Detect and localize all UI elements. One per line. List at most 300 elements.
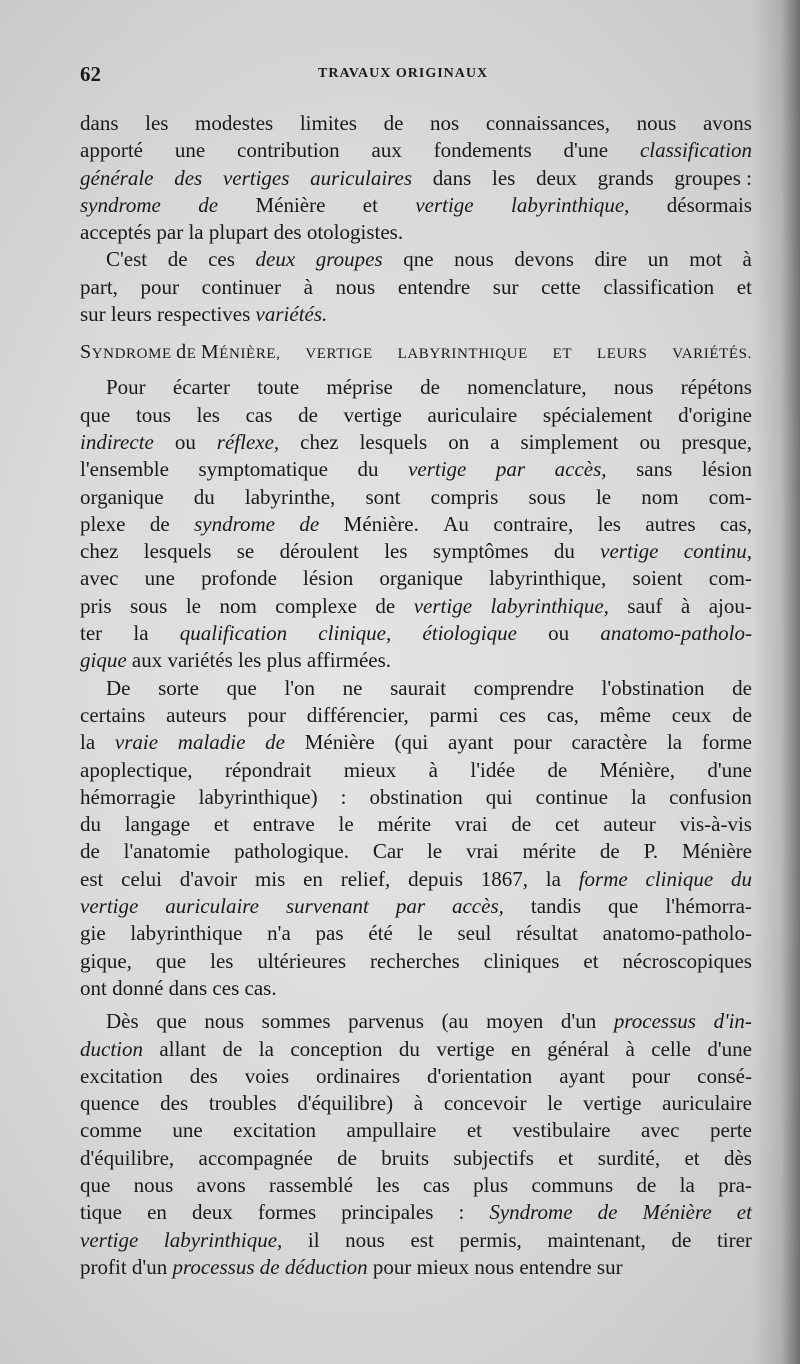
word: nos [430, 111, 460, 135]
word: le [185, 593, 201, 618]
word: de [599, 839, 620, 864]
word: nous [345, 1227, 385, 1252]
word: vertige [436, 1036, 495, 1061]
word: et [558, 1145, 574, 1170]
word: nous [474, 1254, 520, 1279]
word: en [303, 866, 323, 891]
word: P. [643, 839, 659, 864]
word: une [172, 1118, 203, 1143]
word: d'une [707, 757, 752, 782]
word: labyrinthique, [163, 1227, 283, 1252]
word: C'est [106, 247, 148, 272]
heading-word: LEURS [596, 346, 648, 363]
word: est [410, 1227, 434, 1252]
page-edge-shadow [752, 0, 800, 1364]
word: la [666, 730, 683, 755]
word: ou [174, 429, 196, 454]
word: d'orientation [427, 1063, 533, 1088]
word: labyrinthique [130, 921, 243, 946]
text-line [80, 274, 752, 301]
word: nous [335, 274, 376, 299]
word: auteurs [166, 702, 227, 727]
word: auriculaire [165, 894, 260, 919]
word: à [428, 757, 438, 782]
text-line [80, 975, 752, 1002]
word: pas [315, 921, 344, 946]
word: sous [528, 484, 566, 509]
word: d'in- [713, 1009, 752, 1034]
word: groupes [315, 247, 383, 272]
word: une [144, 566, 175, 591]
word: des [160, 1091, 189, 1116]
word: soient [632, 566, 683, 591]
word: avec [640, 1118, 680, 1143]
word: réflexe, [216, 429, 280, 454]
word: organique [80, 484, 164, 509]
word: comprendre [473, 675, 574, 700]
word: troubles [208, 1091, 277, 1116]
word: pour [631, 1063, 671, 1088]
text-line [80, 429, 752, 456]
word: le [338, 812, 354, 837]
word: et [362, 192, 378, 217]
word: nous [133, 1172, 174, 1197]
word: vertige [415, 192, 474, 217]
word: nous [636, 111, 677, 135]
text-line [80, 893, 752, 920]
word: de [732, 702, 752, 727]
word: de [420, 375, 440, 400]
word: donné [112, 975, 169, 1000]
word: du [80, 812, 101, 837]
word: vertige [343, 402, 402, 427]
word: parvenus [348, 1009, 424, 1034]
word: vertige [80, 894, 139, 919]
word: nous [204, 1009, 244, 1034]
word: continue [535, 784, 608, 809]
word: gie [80, 921, 106, 946]
word: maintenant, [547, 1227, 646, 1252]
word: leurs [110, 302, 157, 327]
word: à [303, 274, 313, 299]
word: tique [80, 1200, 122, 1225]
word: 1867, [480, 866, 528, 891]
text-line [80, 702, 752, 729]
word: ont [80, 975, 113, 1000]
word: Ménière. [343, 511, 419, 536]
word: classification [639, 138, 752, 163]
word: cas, [719, 511, 752, 536]
text-line [80, 620, 752, 647]
text-line [80, 593, 752, 620]
word: ayant [448, 730, 494, 755]
word: (au [441, 1009, 469, 1034]
word: la [679, 1172, 695, 1197]
text-line [80, 402, 752, 429]
word: à [680, 593, 691, 618]
word: mot [689, 247, 722, 272]
word: qualification [179, 621, 288, 646]
word: chez [80, 539, 119, 564]
word: pour [372, 1254, 417, 1279]
word: respectives [157, 302, 256, 327]
word: mis [254, 866, 286, 891]
word: dès [723, 1145, 752, 1170]
word: formes [257, 1200, 317, 1225]
word: cette [541, 274, 581, 299]
word: l'ensemble [80, 457, 169, 482]
word: cet [555, 812, 580, 837]
word: lésion [701, 457, 752, 482]
word: sans [636, 457, 673, 482]
word: simplement [520, 429, 619, 454]
word: nom [219, 593, 257, 618]
word: accès, [554, 457, 607, 482]
word: toute [257, 375, 300, 400]
word: d'origine [678, 402, 752, 427]
word: pathologique. [234, 839, 349, 864]
word: général [547, 1036, 610, 1061]
heading-word: VERTIGE [305, 346, 373, 363]
word: : [340, 784, 347, 809]
word: on [448, 429, 470, 454]
word: ceux [671, 702, 712, 727]
word: dans [168, 975, 213, 1000]
word: sur [596, 1254, 623, 1279]
word: de [299, 511, 320, 536]
word: consé- [697, 1063, 752, 1088]
word: certains [80, 702, 146, 727]
word: Ménière [682, 839, 752, 864]
word: groupes : [674, 165, 752, 190]
word: de [222, 1036, 243, 1061]
word: voies [244, 1063, 290, 1088]
text-line [80, 784, 752, 811]
word: deux [191, 1200, 233, 1225]
word: de [167, 247, 188, 272]
word: cas [422, 1172, 450, 1197]
word: le [426, 839, 443, 864]
text-line [80, 811, 752, 838]
word: pour [140, 274, 180, 299]
word: confusion [669, 784, 752, 809]
word: contraire, [493, 511, 574, 536]
text-line [80, 192, 752, 219]
word: principales [341, 1200, 434, 1225]
word: du [730, 866, 752, 891]
body-text [80, 110, 752, 1281]
word: même [599, 702, 651, 727]
word: en [147, 1200, 167, 1225]
word: accompagnée [198, 1145, 313, 1170]
word: la [630, 784, 647, 809]
word: caractère [571, 730, 648, 755]
word: symptomatique [198, 457, 328, 482]
word: le [595, 484, 612, 509]
word: du [398, 1036, 420, 1061]
word: été [368, 921, 393, 946]
text-line [80, 647, 752, 674]
word: lesquels [359, 429, 428, 454]
word: à [625, 1036, 635, 1061]
word: avons [196, 1172, 246, 1197]
text-line [80, 456, 752, 483]
word: des [189, 1063, 218, 1088]
word: que [226, 675, 257, 700]
word: vertiges [222, 165, 290, 190]
word: affirmées. [306, 648, 392, 673]
paragraph-4 [80, 675, 752, 1003]
paragraph-1 [80, 110, 752, 246]
word: continuer [201, 274, 281, 299]
word: labyrinthique, [511, 192, 630, 217]
word: autres [645, 511, 696, 536]
word: variétés [167, 648, 239, 673]
word: mérite [377, 812, 432, 837]
section-gap [80, 328, 752, 338]
word: étiologique [422, 621, 517, 646]
word: vertige [413, 593, 473, 618]
text-line [80, 1008, 752, 1035]
text-line [80, 137, 752, 164]
word: duction [80, 1036, 143, 1061]
word: dans [80, 111, 119, 135]
word: seul [457, 921, 492, 946]
word: apporté [80, 138, 143, 163]
text-line [80, 866, 752, 893]
word: connaissances, [485, 111, 611, 135]
word: forme [701, 730, 752, 755]
word: excitation [233, 1118, 316, 1143]
text-line [80, 1063, 752, 1090]
word: de [298, 402, 318, 427]
word: forme [578, 866, 628, 891]
word: celui [121, 866, 162, 891]
word: déduction [284, 1254, 373, 1279]
word: auriculaire [427, 402, 518, 427]
word: vis-à-vis [679, 812, 752, 837]
word: par [495, 457, 526, 482]
text-line [80, 484, 752, 511]
word: Au [443, 511, 469, 536]
word: ces [499, 702, 527, 727]
word: de [198, 192, 219, 217]
word: il [307, 1227, 320, 1252]
word: qne [403, 247, 434, 272]
word: presque, [681, 429, 752, 454]
word: d'un [131, 1254, 173, 1279]
text-line [80, 838, 752, 865]
word: syndrome [80, 192, 161, 217]
word: sorte [158, 675, 199, 700]
word: ou [639, 429, 661, 454]
text-line [80, 920, 752, 947]
word: que [80, 402, 111, 427]
word: à [742, 247, 752, 272]
word: méprise [326, 375, 393, 400]
word: Pour [106, 375, 146, 400]
word: entrave [252, 812, 315, 837]
text-line [80, 511, 752, 538]
word: dans [432, 165, 472, 190]
text-line [80, 538, 752, 565]
text-line [80, 948, 752, 975]
word: sous [129, 593, 168, 618]
word: est [80, 866, 104, 891]
heading-word: SYNDROME dE MÉNIÈRE, [80, 341, 281, 364]
word: apoplectique, [80, 757, 193, 782]
word: excitation [80, 1063, 163, 1088]
word: que [80, 1172, 111, 1197]
paragraph-3 [80, 374, 752, 674]
word: vertige [408, 457, 467, 482]
word: par [156, 220, 189, 245]
word: répondrait [224, 757, 312, 782]
word: (qui [394, 730, 429, 755]
text-line [80, 1227, 752, 1254]
word: parmi [429, 702, 479, 727]
word: otologistes. [306, 220, 404, 245]
word: l'anatomie [123, 839, 211, 864]
text-line [80, 1199, 752, 1226]
word: de [265, 730, 285, 755]
word: continu, [683, 539, 752, 564]
word: Ménière [304, 730, 375, 755]
word: de [636, 1172, 657, 1197]
heading-word: ET [552, 346, 573, 363]
word: Dès [106, 1009, 139, 1034]
word: avec [80, 566, 119, 591]
word: lesquels [143, 539, 212, 564]
word: auriculaire [662, 1091, 752, 1116]
word: organique [379, 566, 463, 591]
word: les [597, 511, 621, 536]
heading-word: VARIÉTÉS. [672, 346, 752, 363]
word: recherches [369, 948, 460, 973]
word: d'avoir [179, 866, 238, 891]
word: mérite [522, 839, 577, 864]
word: saurait [390, 675, 447, 700]
word: nous [613, 375, 654, 400]
word: un [647, 247, 669, 272]
word: Syndrome [489, 1200, 573, 1225]
word: des [273, 220, 307, 245]
text-line [80, 729, 752, 756]
word: ou [548, 621, 570, 646]
word: lésion [303, 566, 354, 591]
word: la [258, 1036, 274, 1061]
word: d'équilibre, [80, 1145, 175, 1170]
word: cas [245, 402, 273, 427]
word: profonde [201, 566, 277, 591]
word: a [490, 429, 500, 454]
word: se [236, 539, 255, 564]
word: la [545, 866, 561, 891]
text-line [80, 1117, 752, 1144]
word: sur [492, 274, 519, 299]
word: plexe [80, 511, 126, 536]
word: les [492, 165, 516, 190]
word: du [553, 539, 575, 564]
word: variétés. [255, 302, 328, 327]
word: d'une [563, 138, 609, 163]
word: Ménière, [599, 757, 675, 782]
word: résultat [516, 921, 578, 946]
text-line [80, 246, 752, 273]
word: vertige [583, 1091, 642, 1116]
word: clinique, [318, 621, 392, 646]
text-line [80, 1145, 752, 1172]
word: quence [80, 1091, 140, 1116]
word: complexe [275, 593, 357, 618]
word: la [188, 220, 209, 245]
word: communs [531, 1172, 614, 1197]
word: la [133, 621, 149, 646]
word: com- [708, 484, 752, 509]
word: langage [124, 812, 191, 837]
word: devons [514, 247, 574, 272]
word: par [395, 894, 425, 919]
word: n'a [267, 921, 291, 946]
page-number: 62 [80, 62, 101, 86]
text-line [80, 110, 752, 137]
word: ayant [559, 1063, 605, 1088]
word: nécroscopiques [622, 948, 752, 973]
word: celle [651, 1036, 691, 1061]
running-title: TRAVAUX ORIGINAUX [318, 66, 489, 81]
word: mieux [416, 1254, 475, 1279]
word: classification [603, 274, 715, 299]
text-line [80, 1172, 752, 1199]
word: à [413, 1091, 424, 1116]
heading-word: LABYRINTHIQUE [397, 346, 528, 363]
word: fondements [433, 138, 532, 163]
word: concevoir [443, 1091, 527, 1116]
word: que [156, 1009, 187, 1034]
word: tandis [530, 894, 582, 919]
word: labyrinthique) [198, 784, 318, 809]
word: limites [299, 111, 357, 135]
word: et [684, 1145, 700, 1170]
word: mieux [343, 757, 397, 782]
word: nous [454, 247, 494, 272]
word: déroulent [279, 539, 359, 564]
text-line [80, 1036, 752, 1063]
text-line [80, 757, 752, 784]
word: de [337, 1145, 357, 1170]
text-line [80, 1254, 752, 1281]
word: ampullaire [346, 1118, 437, 1143]
word: rassemblé [269, 1172, 353, 1197]
word: plus [473, 1172, 509, 1197]
word: d'équilibre) [297, 1091, 394, 1116]
word: bruits [381, 1145, 430, 1170]
word: deux [255, 247, 296, 272]
word: ces [208, 247, 235, 272]
word: survenant [286, 894, 369, 919]
word: plus [266, 648, 307, 673]
word: processus [172, 1254, 260, 1279]
word: et [583, 948, 599, 973]
word: de [547, 757, 568, 782]
word: Car [372, 839, 404, 864]
word: ne [342, 675, 363, 700]
word: les [376, 1172, 400, 1197]
word: tous [135, 402, 171, 427]
text-line [80, 1090, 752, 1117]
word: perte [709, 1118, 752, 1143]
word: et [736, 274, 752, 299]
